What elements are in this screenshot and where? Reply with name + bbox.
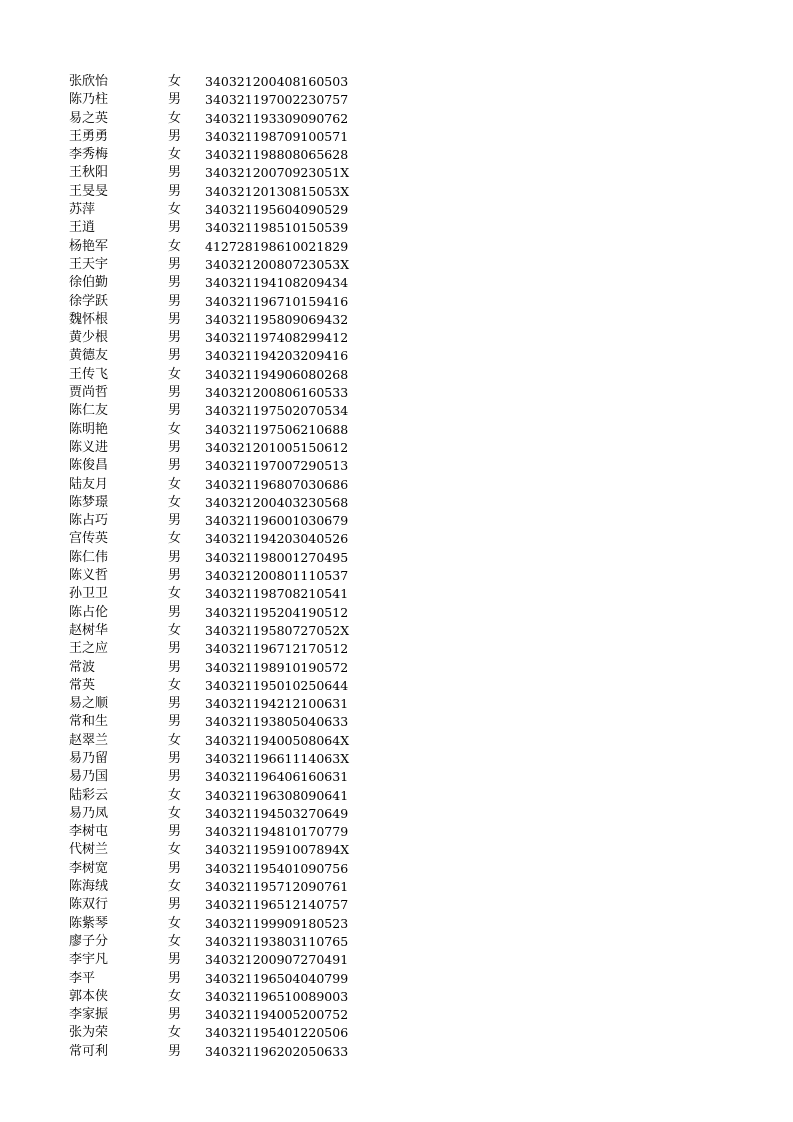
gender-cell: 男	[168, 549, 182, 565]
gender-cell: 女	[168, 366, 182, 382]
table-row	[69, 238, 369, 256]
name-cell: 陈俊昌	[69, 458, 109, 474]
name-cell: 王传飞	[69, 366, 109, 382]
table-row	[69, 787, 369, 805]
name-cell: 陆彩云	[69, 787, 109, 803]
name-cell: 赵翠兰	[69, 732, 109, 748]
id-number-cell: 340321194503270649	[205, 805, 349, 821]
table-row	[69, 896, 369, 914]
gender-cell: 男	[168, 275, 182, 291]
gender-cell: 男	[168, 824, 182, 840]
name-cell: 陈义进	[69, 439, 109, 455]
name-cell: 陈占巧	[69, 513, 109, 529]
id-number-cell: 340321194005200752	[205, 1007, 349, 1023]
table-row	[69, 970, 369, 988]
name-cell: 李秀梅	[69, 147, 109, 163]
name-cell: 常可利	[69, 1043, 109, 1059]
table-row	[69, 110, 369, 128]
name-cell: 苏萍	[69, 202, 96, 218]
table-row	[69, 91, 369, 109]
table-row	[69, 878, 369, 896]
gender-cell: 男	[168, 220, 182, 236]
id-number-cell: 340321194203040526	[205, 531, 349, 547]
gender-cell: 男	[168, 1043, 182, 1059]
table-row	[69, 640, 369, 658]
id-number-cell: 340321195401090756	[205, 860, 349, 876]
gender-cell: 女	[168, 732, 182, 748]
name-cell: 赵树华	[69, 622, 109, 638]
gender-cell: 男	[168, 714, 182, 730]
id-number-cell: 340321196512140757	[205, 897, 349, 913]
id-number-cell: 340321194810170779	[205, 824, 349, 840]
name-cell: 陈紫琴	[69, 915, 109, 931]
table-row	[69, 293, 369, 311]
name-cell: 陈仁伟	[69, 549, 109, 565]
table-row	[69, 128, 369, 146]
gender-cell: 男	[168, 604, 182, 620]
gender-cell: 男	[168, 165, 182, 181]
name-cell: 李树宽	[69, 860, 109, 876]
gender-cell: 女	[168, 531, 182, 547]
gender-cell: 男	[168, 183, 182, 199]
id-number-cell: 340321200408160503	[205, 74, 349, 89]
id-number-cell: 340321195204190512	[205, 604, 349, 620]
id-number-cell: 340321197002230757	[205, 92, 349, 108]
id-number-cell: 34032119400508064X	[205, 732, 350, 748]
name-cell: 郭本侠	[69, 988, 109, 1004]
id-number-cell: 340321194203209416	[205, 348, 349, 364]
table-row	[69, 549, 369, 567]
name-cell: 常和生	[69, 714, 109, 730]
gender-cell: 女	[168, 586, 182, 602]
gender-cell: 男	[168, 293, 182, 309]
id-number-cell: 340321198808065628	[205, 147, 349, 163]
record-table	[69, 73, 369, 1061]
table-row	[69, 622, 369, 640]
gender-cell: 男	[168, 750, 182, 766]
name-cell: 陈双行	[69, 897, 109, 913]
name-cell: 陈仁友	[69, 403, 109, 419]
name-cell: 王勇勇	[69, 128, 109, 144]
gender-cell: 男	[168, 128, 182, 144]
gender-cell: 女	[168, 933, 182, 949]
gender-cell: 男	[168, 385, 182, 401]
gender-cell: 男	[168, 860, 182, 876]
gender-cell: 女	[168, 202, 182, 218]
table-row	[69, 421, 369, 439]
gender-cell: 男	[168, 952, 182, 968]
name-cell: 孙卫卫	[69, 586, 109, 602]
table-row	[69, 695, 369, 713]
table-row	[69, 567, 369, 585]
gender-cell: 男	[168, 696, 182, 712]
id-number-cell: 340321198708210541	[205, 586, 349, 602]
table-row	[69, 347, 369, 365]
name-cell: 魏怀根	[69, 311, 109, 327]
table-row	[69, 988, 369, 1006]
name-cell: 李平	[69, 970, 96, 986]
table-row	[69, 274, 369, 292]
name-cell: 王秋阳	[69, 165, 109, 181]
name-cell: 易乃留	[69, 750, 109, 766]
table-row	[69, 73, 369, 91]
id-number-cell: 340321198001270495	[205, 549, 349, 565]
id-number-cell: 340321195604090529	[205, 202, 349, 218]
gender-cell: 男	[168, 897, 182, 913]
name-cell: 王天宇	[69, 256, 109, 272]
gender-cell: 男	[168, 348, 182, 364]
gender-cell: 女	[168, 494, 182, 510]
table-row	[69, 841, 369, 859]
table-row	[69, 329, 369, 347]
name-cell: 廖子分	[69, 933, 109, 949]
id-number-cell: 340321197506210688	[205, 421, 349, 437]
table-row	[69, 677, 369, 695]
table-row	[69, 933, 369, 951]
gender-cell: 男	[168, 311, 182, 327]
table-row	[69, 164, 369, 182]
id-number-cell: 340321195401220506	[205, 1025, 349, 1041]
table-row	[69, 951, 369, 969]
table-row	[69, 860, 369, 878]
gender-cell: 女	[168, 476, 182, 492]
table-row	[69, 915, 369, 933]
gender-cell: 男	[168, 641, 182, 657]
gender-cell: 女	[168, 622, 182, 638]
name-cell: 易乃凤	[69, 805, 109, 821]
table-row	[69, 659, 369, 677]
gender-cell: 男	[168, 659, 182, 675]
name-cell: 王之应	[69, 641, 109, 657]
gender-cell: 女	[168, 787, 182, 803]
id-number-cell: 340321198709100571	[205, 128, 349, 144]
name-cell: 黄少根	[69, 330, 109, 346]
gender-cell: 男	[168, 92, 182, 108]
id-number-cell: 340321196504040799	[205, 970, 349, 986]
gender-cell: 女	[168, 421, 182, 437]
id-number-cell: 340321194108209434	[205, 275, 349, 291]
table-row	[69, 384, 369, 402]
name-cell: 陈明艳	[69, 421, 109, 437]
id-number-cell: 340321194906080268	[205, 366, 349, 382]
table-row	[69, 366, 369, 384]
name-cell: 王旻旻	[69, 183, 109, 199]
name-cell: 徐学跃	[69, 293, 109, 309]
id-number-cell: 412728198610021829	[205, 238, 349, 254]
table-row	[69, 530, 369, 548]
name-cell: 易之英	[69, 110, 109, 126]
id-number-cell: 340321197408299412	[205, 330, 349, 346]
id-number-cell: 340321196406160631	[205, 769, 349, 785]
name-cell: 陈占伦	[69, 604, 109, 620]
gender-cell: 女	[168, 879, 182, 895]
table-row	[69, 805, 369, 823]
table-row	[69, 183, 369, 201]
gender-cell: 男	[168, 256, 182, 272]
table-row	[69, 201, 369, 219]
id-number-cell: 34032120070923051X	[205, 165, 350, 181]
table-row	[69, 146, 369, 164]
gender-cell: 男	[168, 1007, 182, 1023]
gender-cell: 女	[168, 1025, 182, 1041]
id-number-cell: 340321196001030679	[205, 513, 349, 529]
id-number-cell: 340321200907270491	[205, 952, 349, 968]
gender-cell: 女	[168, 677, 182, 693]
id-number-cell: 34032120130815053X	[205, 183, 350, 199]
id-number-cell: 340321196308090641	[205, 787, 349, 803]
table-row	[69, 1043, 369, 1061]
gender-cell: 男	[168, 458, 182, 474]
name-cell: 易之顺	[69, 696, 109, 712]
id-number-cell: 340321201005150612	[205, 439, 349, 455]
table-row	[69, 256, 369, 274]
name-cell: 易乃国	[69, 769, 109, 785]
gender-cell: 女	[168, 842, 182, 858]
id-number-cell: 340321193803110765	[205, 933, 349, 949]
name-cell: 陈乃柱	[69, 92, 109, 108]
name-cell: 张为荣	[69, 1025, 109, 1041]
id-number-cell: 34032119591007894X	[205, 842, 350, 858]
name-cell: 李树屯	[69, 824, 109, 840]
id-number-cell: 340321200801110537	[205, 568, 349, 584]
table-row	[69, 713, 369, 731]
gender-cell: 女	[168, 74, 182, 89]
name-cell: 李家振	[69, 1007, 109, 1023]
name-cell: 陈义哲	[69, 568, 109, 584]
gender-cell: 女	[168, 238, 182, 254]
gender-cell: 男	[168, 403, 182, 419]
name-cell: 张欣怡	[69, 74, 109, 89]
id-number-cell: 340321195809069432	[205, 311, 349, 327]
name-cell: 常波	[69, 659, 96, 675]
table-row	[69, 768, 369, 786]
id-number-cell: 340321200403230568	[205, 494, 349, 510]
table-row	[69, 457, 369, 475]
name-cell: 李宇凡	[69, 952, 109, 968]
gender-cell: 女	[168, 147, 182, 163]
table-row	[69, 1006, 369, 1024]
id-number-cell: 34032119580727052X	[205, 622, 350, 638]
id-number-cell: 340321195712090761	[205, 879, 349, 895]
id-number-cell: 340321195010250644	[205, 677, 349, 693]
table-row	[69, 402, 369, 420]
table-row	[69, 512, 369, 530]
id-number-cell: 340321193309090762	[205, 110, 349, 126]
name-cell: 王逍	[69, 220, 96, 236]
table-row	[69, 604, 369, 622]
gender-cell: 女	[168, 988, 182, 1004]
id-number-cell: 340321196710159416	[205, 293, 349, 309]
table-row	[69, 750, 369, 768]
id-number-cell: 340321193805040633	[205, 714, 349, 730]
id-number-cell: 340321200806160533	[205, 385, 349, 401]
id-number-cell: 340321198910190572	[205, 659, 349, 675]
table-row	[69, 1024, 369, 1042]
gender-cell: 男	[168, 568, 182, 584]
id-number-cell: 340321198510150539	[205, 220, 349, 236]
gender-cell: 女	[168, 110, 182, 126]
table-row	[69, 439, 369, 457]
id-number-cell: 340321199909180523	[205, 915, 349, 931]
name-cell: 陆友月	[69, 476, 109, 492]
gender-cell: 男	[168, 970, 182, 986]
gender-cell: 男	[168, 513, 182, 529]
name-cell: 杨艳军	[69, 238, 109, 254]
name-cell: 徐伯勤	[69, 275, 109, 291]
gender-cell: 女	[168, 915, 182, 931]
gender-cell: 女	[168, 805, 182, 821]
table-row	[69, 585, 369, 603]
table-row	[69, 494, 369, 512]
gender-cell: 男	[168, 330, 182, 346]
name-cell: 代树兰	[69, 842, 109, 858]
id-number-cell: 340321197007290513	[205, 458, 349, 474]
table-row	[69, 823, 369, 841]
table-row	[69, 311, 369, 329]
name-cell: 黄德友	[69, 348, 109, 364]
name-cell: 常英	[69, 677, 96, 693]
id-number-cell: 340321196510089003	[205, 988, 349, 1004]
gender-cell: 男	[168, 439, 182, 455]
id-number-cell: 340321194212100631	[205, 696, 349, 712]
id-number-cell: 340321196202050633	[205, 1043, 349, 1059]
id-number-cell: 34032119661114063X	[205, 750, 350, 766]
table-row	[69, 732, 369, 750]
table-row	[69, 476, 369, 494]
id-number-cell: 340321197502070534	[205, 403, 349, 419]
table-row	[69, 219, 369, 237]
name-cell: 宫传英	[69, 531, 109, 547]
id-number-cell: 34032120080723053X	[205, 256, 350, 272]
name-cell: 陈梦璟	[69, 494, 109, 510]
gender-cell: 男	[168, 769, 182, 785]
name-cell: 贾尚哲	[69, 385, 109, 401]
id-number-cell: 340321196807030686	[205, 476, 349, 492]
name-cell: 陈海绒	[69, 879, 109, 895]
id-number-cell: 340321196712170512	[205, 641, 349, 657]
